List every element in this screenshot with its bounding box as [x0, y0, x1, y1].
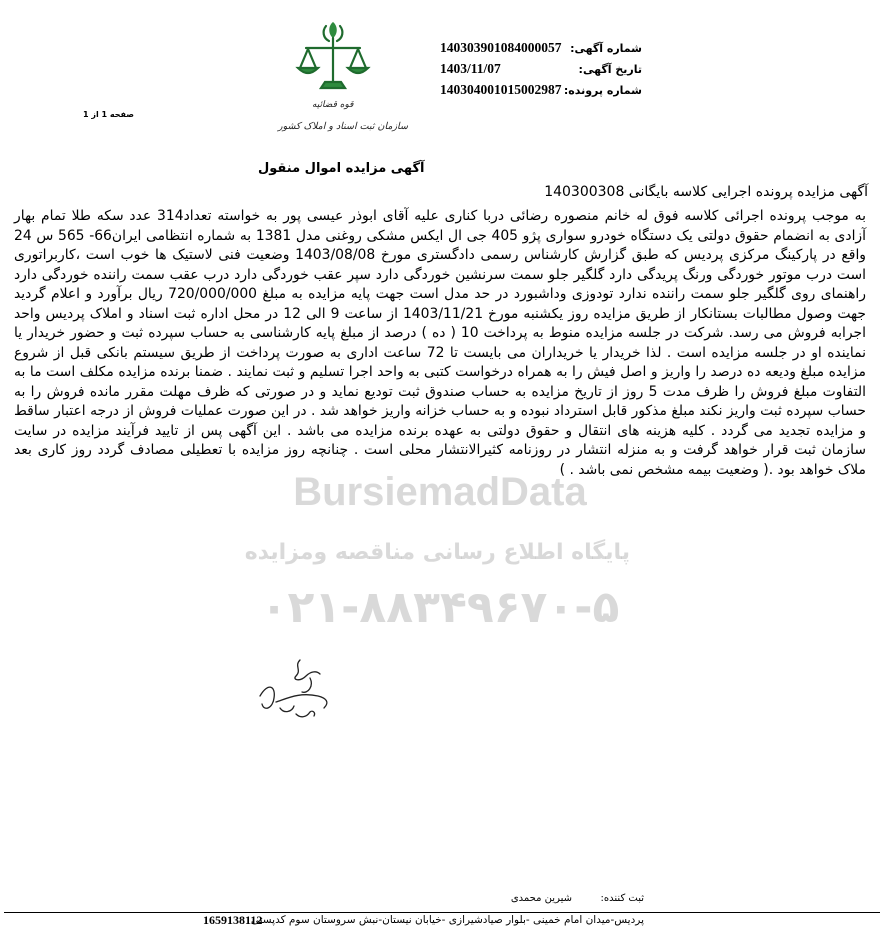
notice-body: به موجب پرونده اجرائی کلاسه فوق له خانم منصوره رضائی دربا کناری علیه آقای ابوذر عیسی پور به خواسته تعداد314 عدد سکه طلا تمام بهار آزادی به انضمام حقوق دولتی یک دستگاه خودرو سواری پژو 405 جی ال ایکس مشکی روغنی مدل 1381 به شماره انتظامی ایران66- 565 س 24 واقع در پارکینگ مرکزی پردیس که طبق گزارش کارشناس رسمی دادگستری مورخ 1403/08/08 وضعیت فنی لاستیک ها خوب است ،کاربراتوری است درب موتور خوردگی ورنگ پریدگی دارد گلگیر جلو سمت سرنشین خوردگی دارد سپر عقب خوردگی دارد درب عقب سمت راننده خوردگی دارد راهنمای روی گلگیر جلو سمت راننده ندارد تودوزی وداشبورد در حد مدل است جهت پایه مزایده به مبلغ 720/000/000 ریال برآورد و اعلام گردید جهت وصول مطالبات بستانکار از طریق مزایده روز یکشنبه مورخ 1403/11/21 از ساعت 9 الی 12 در محل اداره ثبت اسناد و املاک پردیس واحد اجرابه فروش می رسد. شرکت در جلسه مزایده منوط به پرداخت 10 ( ده ) درصد از مبلغ پایه کارشناسی به حساب سپرده ثبت و حضور خریدار یا نماینده او در جلسه مزایده است . لذا خریدار یا خریداران می بایست تا 72 ساعت اداری به صورت پرداخت از طریق سیستم بانکی قبل از شروع مزایده مبلغ ودیعه ده درصد را واریز و اصل فیش را به همراه درخواست کتبی به واحد اجرا تسلیم و ثبت نمایند . ضمنا برنده مزایده مکلف است ما به التفاوت مبلغ فروش را ظرف مدت 5 روز از تاریخ مزایده به حساب صندوق ثبت تودیع نماید و در صورتی که ظرف مهلت مقرر مانده فروش را به حساب سپرده ثبت واریز نکند مبلغ مذکور قابل استرداد نبوده و به حساب خزانه واریز خواهد شد . در این صورت عملیات فروش از درجه اعتبار ساقط و مزایده تجدید می گردد . کلیه هزینه های انتقال و حقوق دولتی به عهده برنده مزایده می باشد . این آگهی پس از تایید فرآیند مزایده در سایت سازمان ثبت قرار خواهد گرفت و به منزله انتشار در روزنامه کثیرالانتشار محلی است . چنانچه روز مزایده با تعطیلی مصادف گردد روز کاری بعد ملاک خواهد بود .( وضعیت بیمه مشخص نمی باشد . ) — [14, 208, 867, 478]
ad-number-value: 140303901084000057 — [440, 40, 562, 55]
ad-date-value: 1403/11/07 — [440, 61, 501, 76]
postal-code: 1659138112 — [203, 913, 263, 927]
notice-title: آگهی مزایده اموال منقول — [258, 161, 425, 176]
registrar-name: شیرین محمدی — [510, 893, 572, 904]
watermark — [244, 470, 630, 640]
emblem-caption-top: قوه قضائیه — [312, 100, 354, 110]
footer — [0, 893, 884, 938]
file-number-label: شماره پرونده: — [563, 84, 642, 97]
ad-number-row — [440, 40, 642, 61]
file-number-value: 140304001015002987 — [440, 82, 562, 97]
ad-date-label: تاریخ آگهی: — [578, 63, 642, 76]
case-line: آگهی مزایده پرونده اجرایی کلاسه بایگانی 140300308 — [544, 184, 868, 200]
footer-divider — [4, 912, 880, 913]
signature-icon — [240, 652, 350, 730]
ad-metadata — [440, 40, 642, 103]
ad-date-row — [440, 61, 642, 82]
handwritten-signature — [240, 652, 350, 730]
page-indicator: صفحه 1 از 1 — [83, 110, 134, 119]
office-address: پردیس-میدان امام خمینی -بلوار صیادشیرازی -خیابان نیستان-نبش سروستان سوم کدپستی — [250, 914, 644, 926]
ad-number-label: شماره آگهی: — [570, 42, 642, 55]
registrar-label: ثبت کننده: — [600, 893, 644, 904]
file-number-row — [440, 82, 642, 103]
emblem-caption-bottom: سازمان ثبت اسناد و املاک کشور — [278, 121, 408, 132]
justice-scales-icon — [292, 16, 374, 100]
judiciary-emblem — [278, 16, 408, 134]
watermark-brand: BursiemadData — [293, 470, 587, 514]
watermark-tagline: پایگاه اطلاع رسانی مناقصه ومزایده — [244, 540, 630, 565]
watermark-phone: ۰۲۱-۸۸۳۴۹۶۷۰-۵ — [260, 582, 620, 633]
